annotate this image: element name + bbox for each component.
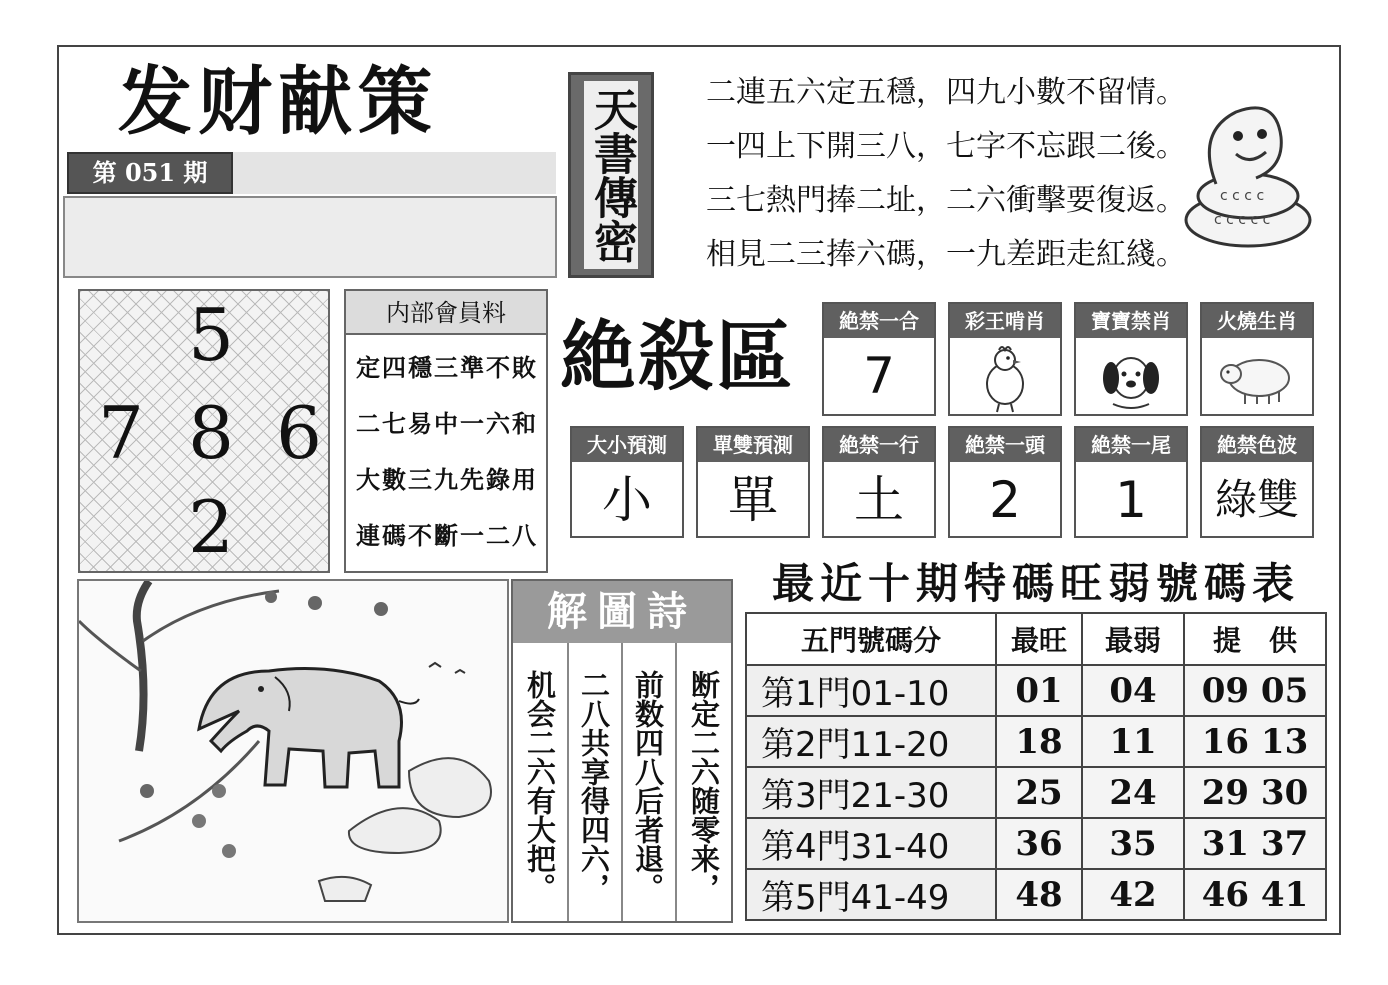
- hot-cold-table: [745, 612, 1327, 921]
- max-cell: 18: [996, 716, 1082, 767]
- sheep-icon: [1217, 350, 1297, 406]
- header-give: 提 供: [1184, 613, 1326, 665]
- cell-label: 寶寶禁肖: [1076, 304, 1186, 338]
- kill-cell-zodiac-2: [1074, 302, 1188, 416]
- max-cell: 36: [996, 818, 1082, 869]
- give-cell: 29 30: [1184, 767, 1326, 818]
- gate-cell: 第1門01-10: [746, 665, 996, 716]
- predict-cell-element: [822, 426, 936, 538]
- dog-icon: [1099, 344, 1163, 412]
- member-line: 二七易中一六和: [356, 409, 538, 438]
- cell-label: 彩王啃肖: [950, 304, 1060, 338]
- cell-label: 絶禁一合: [824, 304, 934, 338]
- picture-poem-panel: [511, 579, 733, 923]
- table-row: [746, 716, 1326, 767]
- kill-cell-zodiac-1: [948, 302, 1062, 416]
- header-max: 最旺: [996, 613, 1082, 665]
- cell-value: 土: [854, 471, 904, 529]
- cell-label: 絶禁色波: [1202, 428, 1312, 462]
- rooster-icon: [975, 342, 1035, 414]
- poem-line: 二連五六定五穩，四九小數不留情。: [706, 75, 1186, 110]
- picture-poem-heading: 解圖詩: [513, 581, 731, 643]
- grid-number-center: 8: [188, 391, 234, 475]
- cell-label: 火燒生肖: [1202, 304, 1312, 338]
- give-cell: 46 41: [1184, 869, 1326, 920]
- cell-value: 7: [863, 347, 895, 405]
- poem-line: 一四上下開三八，七字不忘跟二後。: [706, 129, 1186, 164]
- poem-column: 断定二六随零来，: [677, 643, 731, 921]
- member-heading: 内部會員料: [346, 291, 546, 335]
- cell-value: 1: [1115, 471, 1147, 529]
- min-cell: 42: [1082, 869, 1184, 920]
- gate-cell: 第2門11-20: [746, 716, 996, 767]
- member-info-panel: [344, 289, 548, 573]
- poem-column: 机会二六有大把。: [515, 643, 569, 921]
- tianshu-text: 天書傳密: [584, 81, 638, 269]
- member-line: 大數三九先錄用: [356, 465, 538, 494]
- table-header-row: [746, 613, 1326, 665]
- table-title: 最近十期特碼旺弱號碼表: [772, 559, 1301, 608]
- min-cell: 04: [1082, 665, 1184, 716]
- header-gate: 五門號碼分: [746, 613, 996, 665]
- table-row: [746, 665, 1326, 716]
- min-cell: 24: [1082, 767, 1184, 818]
- issue-number: 第 051 期: [67, 152, 233, 194]
- kill-zone-title: 絶殺區: [560, 312, 794, 401]
- cell-label: 絶禁一行: [824, 428, 934, 462]
- cell-value: 2: [989, 471, 1021, 529]
- predict-cell-size: [570, 426, 684, 538]
- grid-number-bottom: 2: [188, 485, 234, 569]
- cell-value: 小: [602, 471, 652, 529]
- cell-label: 絶禁一尾: [1076, 428, 1186, 462]
- member-line: 定四穩三準不敗: [356, 353, 538, 382]
- grid-number-right: 6: [276, 391, 322, 475]
- elephant-scene-icon: [79, 581, 507, 921]
- poem-column: 二八共享得四六，: [569, 643, 623, 921]
- min-cell: 35: [1082, 818, 1184, 869]
- poem-line: 相見二三捧六碼，一九差距走紅綫。: [706, 237, 1186, 272]
- poem-line: 三七熱門捧二址，二六衝擊要復返。: [706, 183, 1186, 218]
- elephant-illustration: [77, 579, 509, 923]
- kill-cell-one-sum: [822, 302, 936, 416]
- predict-cell-tail: [1074, 426, 1188, 538]
- predict-cell-odd-even: [696, 426, 810, 538]
- min-cell: 11: [1082, 716, 1184, 767]
- give-cell: 16 13: [1184, 716, 1326, 767]
- table-row: [746, 869, 1326, 920]
- give-cell: 09 05: [1184, 665, 1326, 716]
- grid-number-left: 7: [98, 391, 144, 475]
- snake-icon: [1176, 92, 1318, 252]
- issue-blank-box: [63, 196, 557, 278]
- grid-number-top: 5: [188, 293, 234, 377]
- predict-cell-head: [948, 426, 1062, 538]
- header-min: 最弱: [1082, 613, 1184, 665]
- number-grid: [78, 289, 330, 573]
- gate-cell: 第3門21-30: [746, 767, 996, 818]
- cell-label: 大小預測: [572, 428, 682, 462]
- page-title: 发财献策: [118, 59, 438, 145]
- max-cell: 25: [996, 767, 1082, 818]
- kill-cell-zodiac-3: [1200, 302, 1314, 416]
- cell-value: 單: [728, 471, 778, 529]
- max-cell: 01: [996, 665, 1082, 716]
- gate-cell: 第5門41-49: [746, 869, 996, 920]
- max-cell: 48: [996, 869, 1082, 920]
- give-cell: 31 37: [1184, 818, 1326, 869]
- table-row: [746, 818, 1326, 869]
- cell-label: 單雙預測: [698, 428, 808, 462]
- member-line: 連碼不斷一二八: [356, 521, 538, 550]
- predict-cell-color: [1200, 426, 1314, 538]
- poem-column: 前数四八后者退。: [623, 643, 677, 921]
- cell-label: 絶禁一頭: [950, 428, 1060, 462]
- tianshu-banner: [568, 72, 654, 278]
- table-row: [746, 767, 1326, 818]
- svg-text:c c c c: c c c c: [1220, 188, 1265, 204]
- issue-bar: [233, 152, 556, 194]
- cell-value: 綠雙: [1214, 475, 1299, 524]
- svg-text:c c c c c: c c c c c: [1214, 212, 1271, 228]
- gate-cell: 第4門31-40: [746, 818, 996, 869]
